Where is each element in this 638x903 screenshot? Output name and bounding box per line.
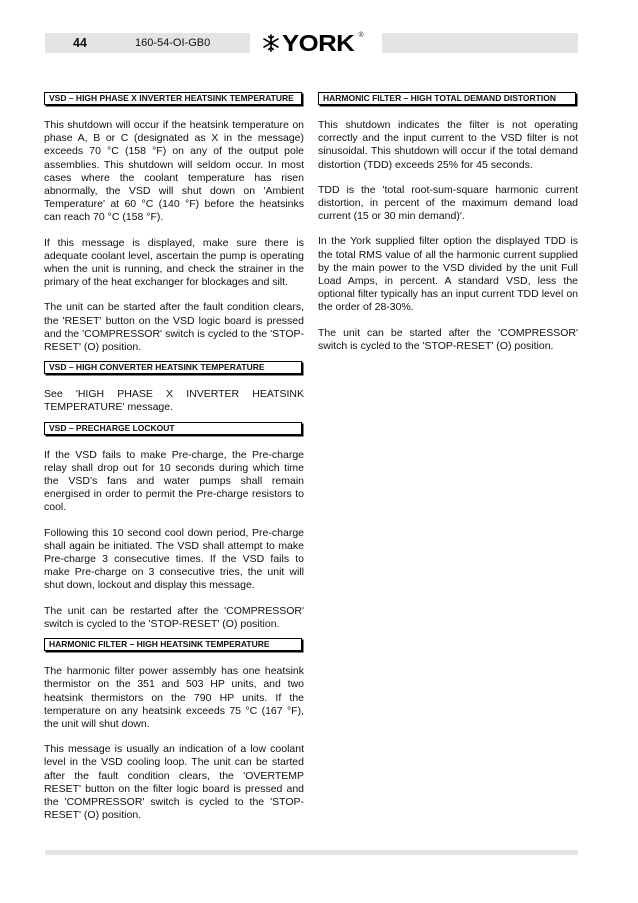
york-logo xyxy=(262,30,364,56)
snowflake-icon xyxy=(262,34,280,52)
body-paragraph: If the VSD fails to make Pre-charge, the Pre-charge relay shall drop out for 10 seconds during which time the VSD’s fans and water pumps shall remain energised in order to permit the Pre-charge resistors to cool. xyxy=(44,448,304,514)
section-heading: HARMONIC FILTER – HIGH TOTAL DEMAND DISTORTION xyxy=(318,92,576,105)
section-heading: VSD – PRECHARGE LOCKOUT xyxy=(44,422,302,435)
page-number: 44 xyxy=(73,36,87,50)
body-paragraph: If this message is displayed, make sure there is adequate coolant level, ascertain the pump is operating when the unit is running, and check the strainer in the primary of the heat exchanger for blockages and silt. xyxy=(44,236,304,289)
section-heading: VSD – HIGH CONVERTER HEATSINK TEMPERATURE xyxy=(44,361,302,374)
body-paragraph: This shutdown indicates the filter is not operating correctly and the input current to the VSD filter is not sinusoidal. This shutdown will occur if the total demand distortion (TDD) exceeds 25% for 45 seconds. xyxy=(318,119,578,171)
body-paragraph: The unit can be restarted after the 'COMPRESSOR' switch is cycled to the 'STOP-RESET' (O) position. xyxy=(44,604,304,630)
section-heading: VSD – HIGH PHASE X INVERTER HEATSINK TEMPERATURE xyxy=(44,92,302,105)
left-column xyxy=(44,92,304,822)
document-code: 160-54-OI-GB0 xyxy=(135,37,211,49)
footer-bar xyxy=(45,850,578,855)
body-paragraph: The unit can be started after the 'COMPRESSOR' switch is cycled to the 'STOP-RESET' (O) position. xyxy=(318,326,578,352)
body-paragraph: Following this 10 second cool down period, Pre-charge shall again be initiated. The VSD shall attempt to make Pre-charge 3 consecutive times. If the VSD fails to make Pre-charge on 3 consecutive tries, the unit will shut down, lockout and display this message. xyxy=(44,526,304,592)
registered-mark: ® xyxy=(358,31,364,39)
body-paragraph: TDD is the 'total root-sum-square harmonic current distortion, in percent of the maximum demand load current (15 or 30 min demand)'. xyxy=(318,183,578,223)
header-bar-right xyxy=(382,33,578,53)
body-paragraph: The unit can be started after the fault condition clears, the 'RESET' button on the VSD logic board is pressed and the 'COMPRESSOR' switch is cycled to the 'STOP-RESET' (O) position. xyxy=(44,301,304,354)
right-column xyxy=(318,92,578,353)
body-paragraph: This shutdown will occur if the heatsink temperature on phase A, B or C (designated as X in the message) exceeds 70 °C (158 °F) on any of the output pole assemblies. This shutdown will seldom occur. In most cases where the coolant temperature has risen abnormally, the VSD will shut down on 'Ambient Temperature' at 60 °C (140 °F) before the heatsinks can reach 70 °C (158 °F). xyxy=(44,119,304,224)
body-paragraph: In the York supplied filter option the displayed TDD is the total RMS value of all the harmonic current supplied by the main power to the VSD divided by the unit Full Load Amps, in percent. A standard VSD, less the optional filter typically has an input current TDD level on the order of 28-30%. xyxy=(318,235,578,314)
body-paragraph: This message is usually an indication of a low coolant level in the VSD cooling loop. The unit can be started after the fault condition clears, the 'OVERTEMP RESET' button on the filter logic board is pressed and the 'COMPRESSOR' switch is cycled to the 'STOP-RESET' (O) position. xyxy=(44,743,304,822)
section-heading: HARMONIC FILTER – HIGH HEATSINK TEMPERATURE xyxy=(44,638,302,651)
body-paragraph: See 'HIGH PHASE X INVERTER HEATSINK TEMPERATURE' message. xyxy=(44,388,304,414)
logo-text: YORK xyxy=(282,30,355,56)
body-paragraph: The harmonic filter power assembly has one heatsink thermistor on the 351 and 503 HP units, and two heatsink thermistors on the 790 HP units. If the temperature on any heatsink exceeds 75 °C (167 °F), the unit will shut down. xyxy=(44,665,304,730)
